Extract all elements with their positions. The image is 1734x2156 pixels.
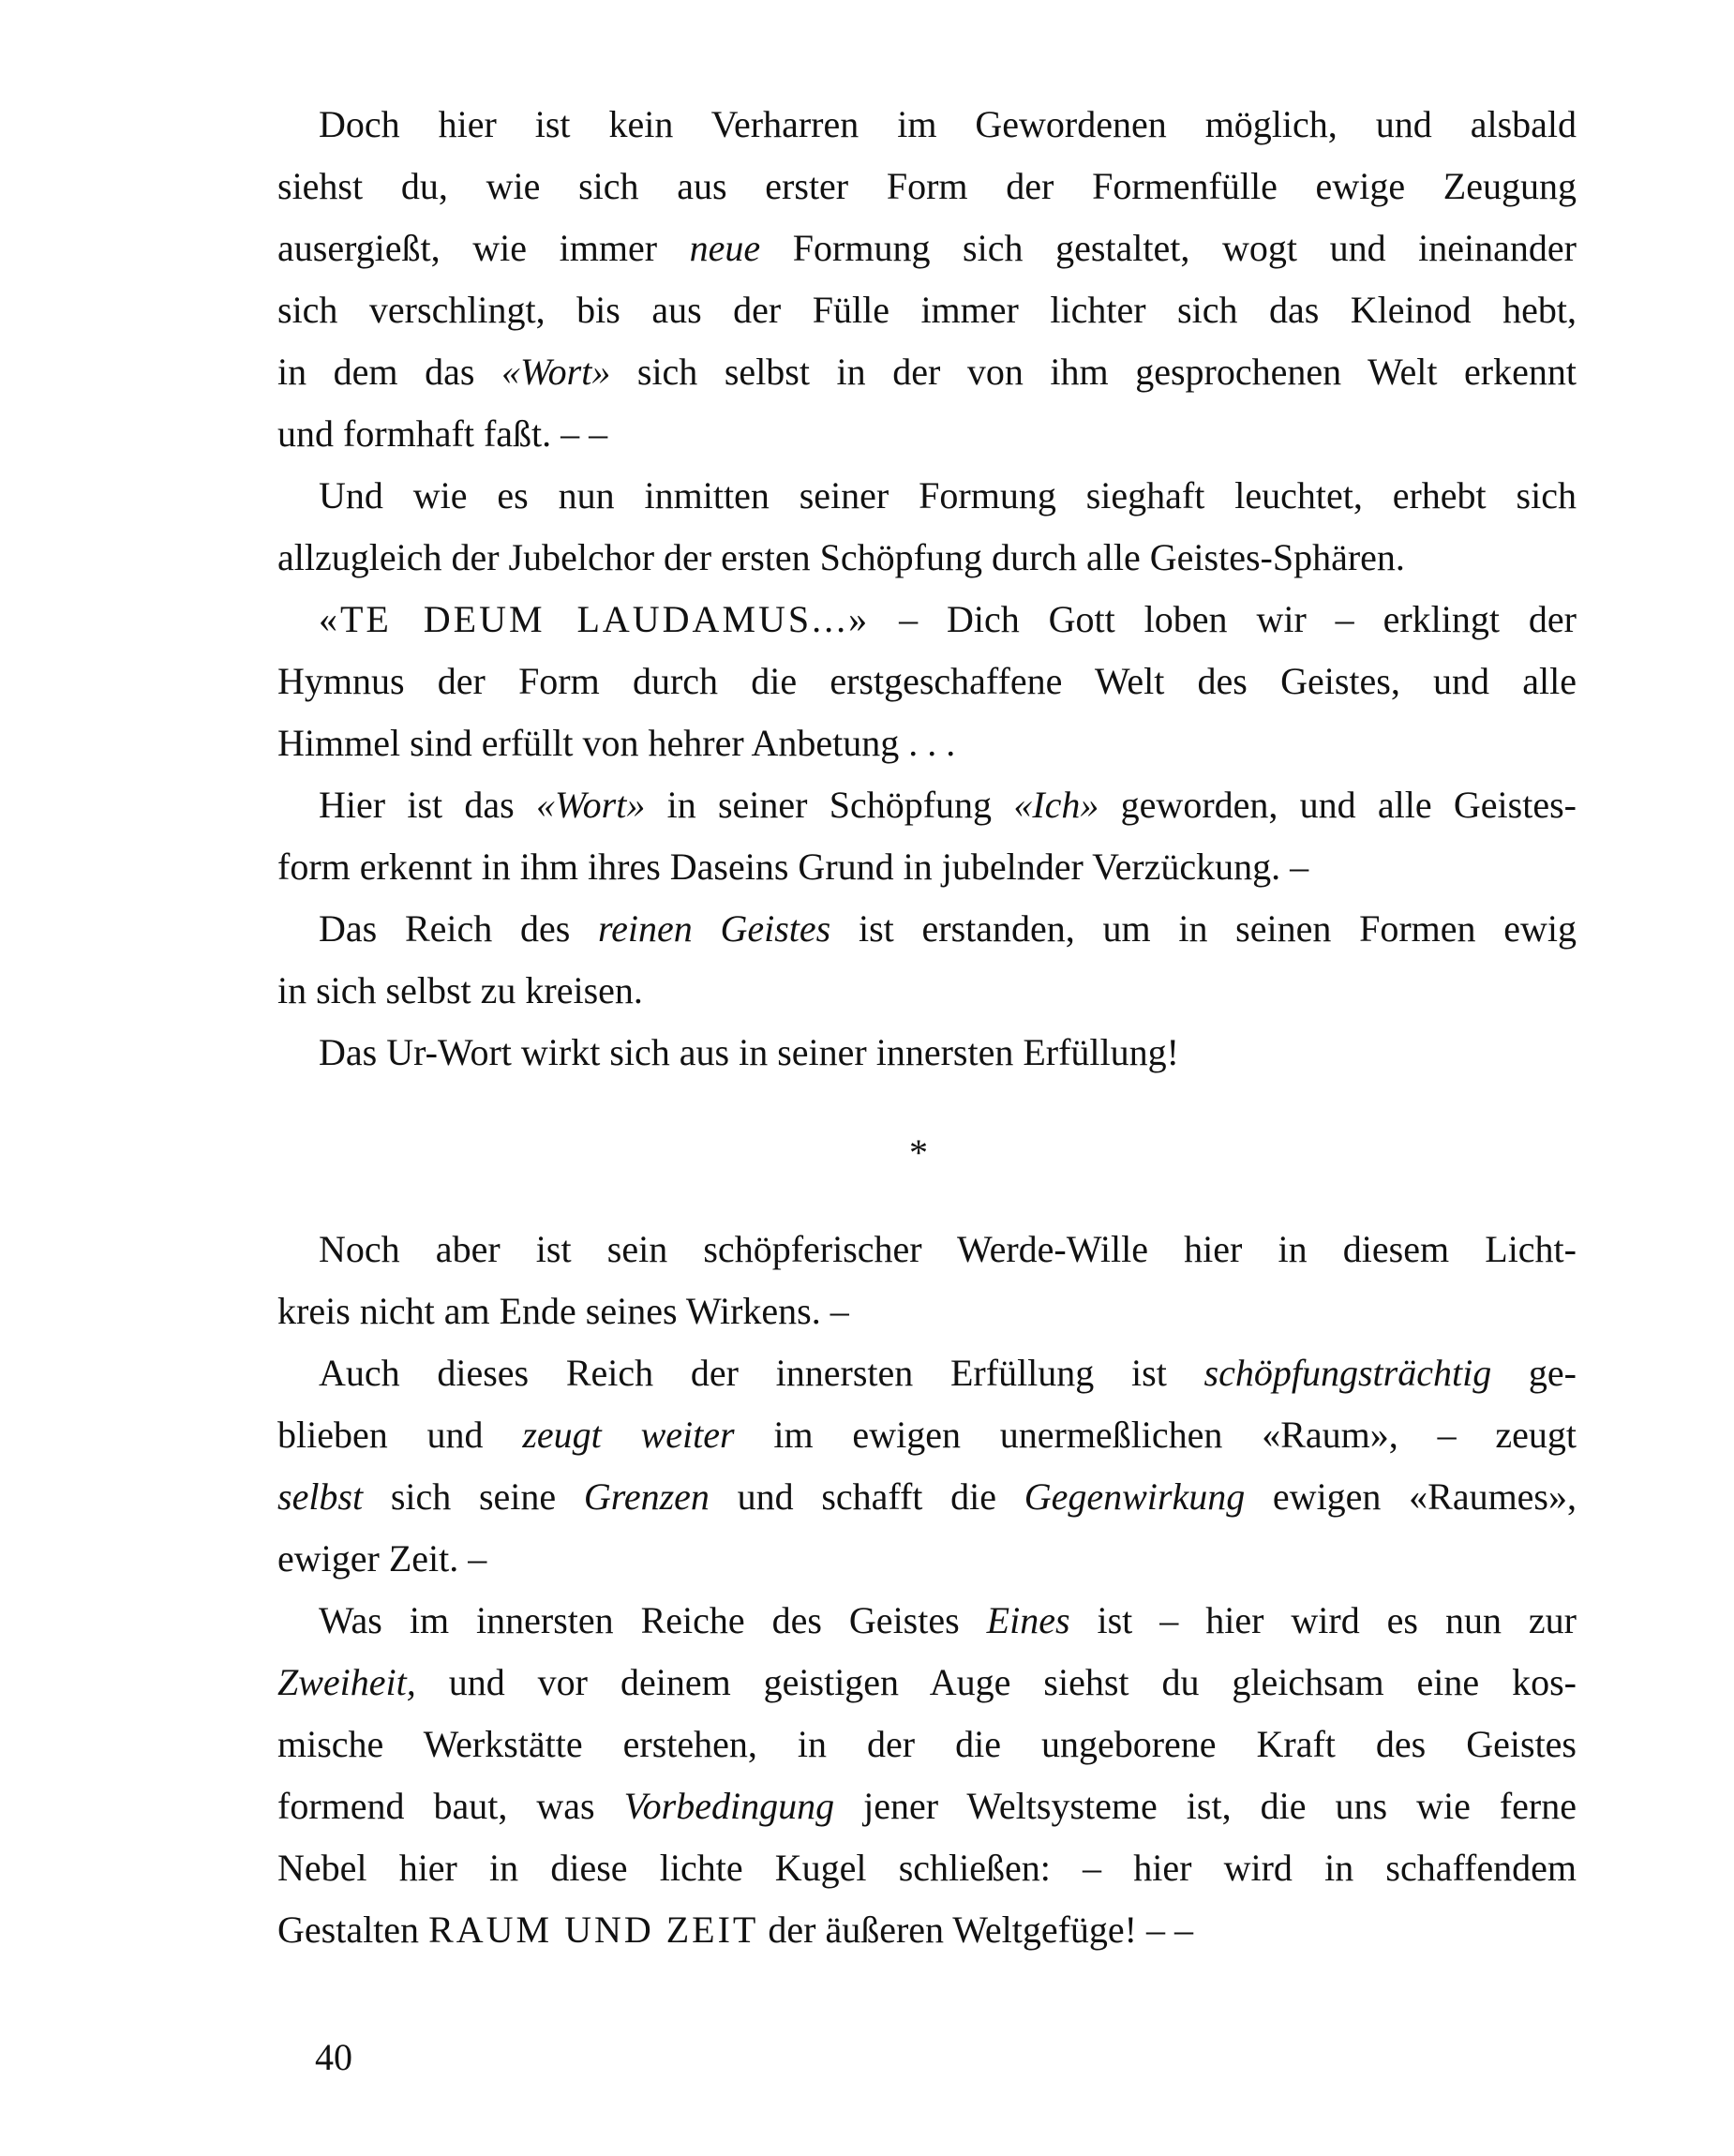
text-line <box>277 960 1577 1022</box>
text-segment: im ewigen unermeßlichen «Raum», – zeugt <box>734 1414 1577 1456</box>
text-segment: Auch dieses Reich der innersten Erfüllung ist <box>319 1352 1204 1394</box>
text-line <box>277 1404 1577 1466</box>
text-line <box>277 217 1577 279</box>
text-segment: Noch aber ist sein schöpferischer Werde-Wille hier in diesem Licht- <box>319 1228 1577 1270</box>
text-segment: mische Werkstätte erstehen, in der die ungeborene Kraft des Geistes <box>277 1723 1577 1765</box>
text-line <box>277 898 1577 960</box>
text-segment: Das Reich des <box>319 907 599 950</box>
text-segment: ewiger Zeit. – <box>277 1537 487 1580</box>
text-line <box>277 1652 1577 1714</box>
text-segment: siehst du, wie sich aus erster Form der Formenfülle ewige Zeugung <box>277 165 1577 207</box>
text-line <box>277 1837 1577 1899</box>
text-block-lower <box>277 1219 1577 1961</box>
text-line <box>277 836 1577 898</box>
text-segment: Gestalten <box>277 1909 429 1951</box>
text-segment: – Dich Gott loben wir – erklingt der <box>870 598 1577 640</box>
text-line <box>277 279 1577 341</box>
text-segment: Formung sich gestaltet, wogt und ineinander <box>760 227 1577 269</box>
text-segment: Was im innersten Reiche des Geistes <box>319 1599 987 1641</box>
text-line <box>277 589 1577 651</box>
page-number: 40 <box>315 2036 352 2078</box>
text-segment: in seiner Schöpfung <box>645 784 1014 826</box>
text-segment: jener Weltsysteme ist, die uns wie ferne <box>834 1785 1577 1827</box>
text-segment: Hymnus der Form durch die erstgeschaffene Welt des Geistes, und alle <box>277 660 1577 702</box>
text-line <box>277 341 1577 403</box>
text-segment: kreis nicht am Ende seines Wirkens. – <box>277 1290 849 1332</box>
text-line <box>277 1775 1577 1837</box>
text-segment: geworden, und alle Geistes- <box>1099 784 1577 826</box>
text-segment: ewigen «Raumes», <box>1245 1475 1577 1518</box>
text-line <box>277 1219 1577 1280</box>
text-segment: allzugleich der Jubelchor der ersten Schöpfung durch alle Geistes-Sphären. <box>277 536 1405 578</box>
text-line <box>277 465 1577 527</box>
text-block-upper <box>277 94 1577 1084</box>
text-segment: sich seine <box>363 1475 584 1518</box>
emphasis-text: Vorbedingung <box>623 1785 835 1827</box>
text-segment: und vor deinem geistigen Auge siehst du gleichsam eine kos- <box>415 1661 1577 1703</box>
text-line <box>277 1899 1577 1961</box>
text-segment: sich verschlingt, bis aus der Fülle immer lichter sich das Kleinod hebt, <box>277 289 1577 331</box>
emphasis-text: «Wort» <box>535 784 646 826</box>
text-line <box>277 156 1577 217</box>
text-segment: RAUM UND ZEIT <box>428 1909 759 1951</box>
text-segment: der äußeren Weltgefüge! – – <box>758 1909 1193 1951</box>
text-segment: Und wie es nun inmitten seiner Formung sieghaft leuchtet, erhebt sich <box>319 474 1577 517</box>
text-segment: in sich selbst zu kreisen. <box>277 969 643 1011</box>
emphasis-text: «Wort» <box>501 351 611 393</box>
text-line <box>277 1528 1577 1590</box>
emphasis-text: reinen Geistes <box>598 907 831 950</box>
text-segment: Das Ur-Wort wirkt sich aus in seiner innersten Erfüllung! <box>319 1031 1179 1073</box>
emphasis-text: zeugt weiter <box>522 1414 735 1456</box>
text-line <box>277 1590 1577 1652</box>
text-line <box>277 1466 1577 1528</box>
emphasis-text: neue <box>689 227 761 269</box>
text-segment: ge- <box>1491 1352 1577 1394</box>
text-segment: form erkennt in ihm ihres Daseins Grund in jubelnder Verzückung. – <box>277 846 1309 888</box>
emphasis-text: selbst <box>277 1475 364 1518</box>
emphasis-text: schöpfungsträchtig <box>1203 1352 1492 1394</box>
text-line <box>277 712 1577 774</box>
text-segment: ausergießt, wie immer <box>277 227 690 269</box>
text-segment: «TE DEUM LAUDAMUS...» <box>319 598 871 640</box>
emphasis-text: Eines <box>986 1599 1070 1641</box>
emphasis-text: «Ich» <box>1013 784 1099 826</box>
text-segment: und formhaft faßt. – – <box>277 412 608 455</box>
text-segment: Hier ist das <box>319 784 536 826</box>
text-line <box>277 527 1577 589</box>
text-line <box>277 651 1577 712</box>
text-segment: Himmel sind erfüllt von hehrer Anbetung . . . <box>277 722 956 764</box>
text-line <box>277 94 1577 156</box>
text-line <box>277 1022 1577 1084</box>
text-segment: in dem das <box>277 351 501 393</box>
text-line <box>277 403 1577 465</box>
emphasis-text: Grenzen <box>583 1475 710 1518</box>
text-segment: ist – hier wird es nun zur <box>1069 1599 1577 1641</box>
section-separator: * <box>909 1131 928 1174</box>
text-segment: und schafft die <box>709 1475 1024 1518</box>
text-segment: Doch hier ist kein Verharren im Gewordenen möglich, und alsbald <box>319 103 1577 145</box>
text-segment: Nebel hier in diese lichte Kugel schließen: – hier wird in schaffendem <box>277 1847 1577 1889</box>
text-line <box>277 1342 1577 1404</box>
text-segment: formend baut, was <box>277 1785 624 1827</box>
text-line <box>277 1280 1577 1342</box>
text-segment: ist erstanden, um in seinen Formen ewig <box>830 907 1577 950</box>
emphasis-text: Gegenwirkung <box>1024 1475 1246 1518</box>
text-line <box>277 1714 1577 1775</box>
text-segment: sich selbst in der von ihm gesprochenen Welt erkennt <box>610 351 1577 393</box>
emphasis-text: Zweiheit, <box>277 1661 416 1703</box>
text-line <box>277 774 1577 836</box>
text-segment: blieben und <box>277 1414 523 1456</box>
